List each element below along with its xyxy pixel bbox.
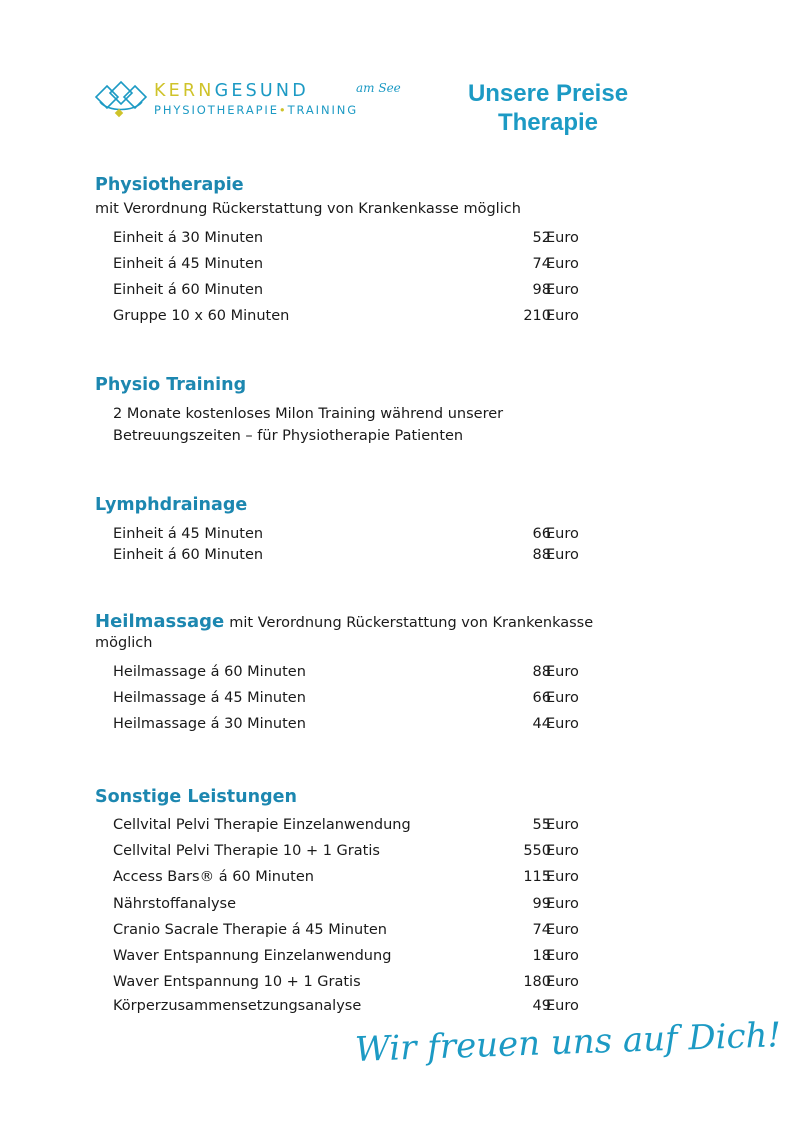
section-heading-physio-training: Physio Training (95, 375, 247, 395)
price-label: Heilmassage á 45 Minuten (113, 690, 306, 706)
price-label: Heilmassage á 30 Minuten (113, 716, 306, 732)
price-label: Körperzusammensetzungsanalyse (113, 998, 362, 1014)
price-value: 18 (532, 948, 551, 964)
price-row (113, 664, 583, 684)
price-currency: Euro (546, 547, 579, 563)
price-row (113, 974, 583, 994)
price-value: 66 (532, 526, 551, 542)
section-heading-sonstige: Sonstige Leistungen (95, 787, 297, 807)
brand-logo (94, 78, 404, 122)
price-currency: Euro (546, 922, 579, 938)
price-value: 74 (532, 922, 551, 938)
price-value: 99 (532, 896, 551, 912)
section-note-heilmassage: mit Verordnung Rückerstattung von Krankenkasse (229, 615, 594, 631)
section-heading-lymphdrainage: Lymphdrainage (95, 495, 248, 515)
price-row (113, 922, 583, 942)
price-label: Einheit á 45 Minuten (113, 256, 264, 272)
price-row (113, 256, 583, 276)
price-row (113, 998, 583, 1018)
section-heading-heilmassage-line (95, 611, 593, 632)
price-label: Gruppe 10 x 60 Minuten (113, 308, 290, 324)
price-label: Waver Entspannung Einzelanwendung (113, 948, 392, 964)
training-text-line1: 2 Monate kostenloses Milon Training während unserer (113, 406, 504, 422)
logo-subtitle: PHYSIOTHERAPIE•TRAINING (154, 103, 359, 117)
price-row (113, 716, 583, 736)
price-row (113, 690, 583, 710)
price-label: Nährstoffanalyse (113, 896, 237, 912)
price-value: 88 (532, 664, 551, 680)
price-currency: Euro (546, 256, 579, 272)
price-currency: Euro (546, 998, 579, 1014)
price-row (113, 896, 583, 916)
price-value: 44 (532, 716, 551, 732)
section-note-physiotherapie: mit Verordnung Rückerstattung von Krankenkasse möglich (95, 201, 521, 217)
price-value: 180 (523, 974, 551, 990)
price-row (113, 843, 583, 863)
price-value: 550 (523, 843, 551, 859)
price-currency: Euro (546, 308, 579, 324)
price-label: Waver Entspannung 10 + 1 Gratis (113, 974, 361, 990)
price-currency: Euro (546, 526, 579, 542)
price-value: 66 (532, 690, 551, 706)
price-value: 49 (532, 998, 551, 1014)
price-value: 210 (523, 308, 551, 324)
price-currency: Euro (546, 690, 579, 706)
price-row (113, 869, 583, 889)
price-currency: Euro (546, 843, 579, 859)
logo-wordmark: KERNGESUND (154, 81, 309, 101)
price-label: Einheit á 60 Minuten (113, 282, 264, 298)
price-value: 74 (532, 256, 551, 272)
price-label: Access Bars® á 60 Minuten (113, 869, 314, 885)
price-currency: Euro (546, 948, 579, 964)
price-label: Einheit á 60 Minuten (113, 547, 264, 563)
price-value: 52 (532, 230, 551, 246)
price-label: Heilmassage á 60 Minuten (113, 664, 306, 680)
price-value: 55 (532, 817, 551, 833)
section-heading-physiotherapie: Physiotherapie (95, 175, 244, 195)
price-currency: Euro (546, 282, 579, 298)
price-value: 88 (532, 547, 551, 563)
price-currency: Euro (546, 974, 579, 990)
price-label: Cellvital Pelvi Therapie Einzelanwendung (113, 817, 411, 833)
page-title-line1: Unsere Preise (467, 80, 629, 107)
price-currency: Euro (546, 716, 579, 732)
price-label: Cranio Sacrale Therapie á 45 Minuten (113, 922, 387, 938)
training-text-line2: Betreuungszeiten – für Physiotherapie Patienten (113, 428, 464, 444)
price-currency: Euro (546, 817, 579, 833)
price-currency: Euro (546, 664, 579, 680)
logo-suffix: am See (356, 81, 401, 95)
price-row (113, 282, 583, 302)
price-currency: Euro (546, 230, 579, 246)
price-row (113, 817, 583, 837)
price-row (113, 308, 583, 328)
price-label: Einheit á 45 Minuten (113, 526, 264, 542)
lotus-leaf-icon (94, 78, 150, 122)
price-currency: Euro (546, 896, 579, 912)
price-label: Einheit á 30 Minuten (113, 230, 264, 246)
price-row (113, 948, 583, 968)
page-title-line2: Therapie (497, 109, 599, 136)
section-note-heilmassage-line2: möglich (95, 635, 153, 651)
slogan: Wir freuen uns auf Dich! (354, 1015, 782, 1070)
price-value: 98 (532, 282, 551, 298)
price-label: Cellvital Pelvi Therapie 10 + 1 Gratis (113, 843, 380, 859)
section-heading-heilmassage: Heilmassage (95, 611, 225, 632)
price-row (113, 230, 583, 250)
price-row (113, 547, 583, 567)
price-row (113, 526, 583, 546)
price-value: 115 (523, 869, 551, 885)
price-currency: Euro (546, 869, 579, 885)
